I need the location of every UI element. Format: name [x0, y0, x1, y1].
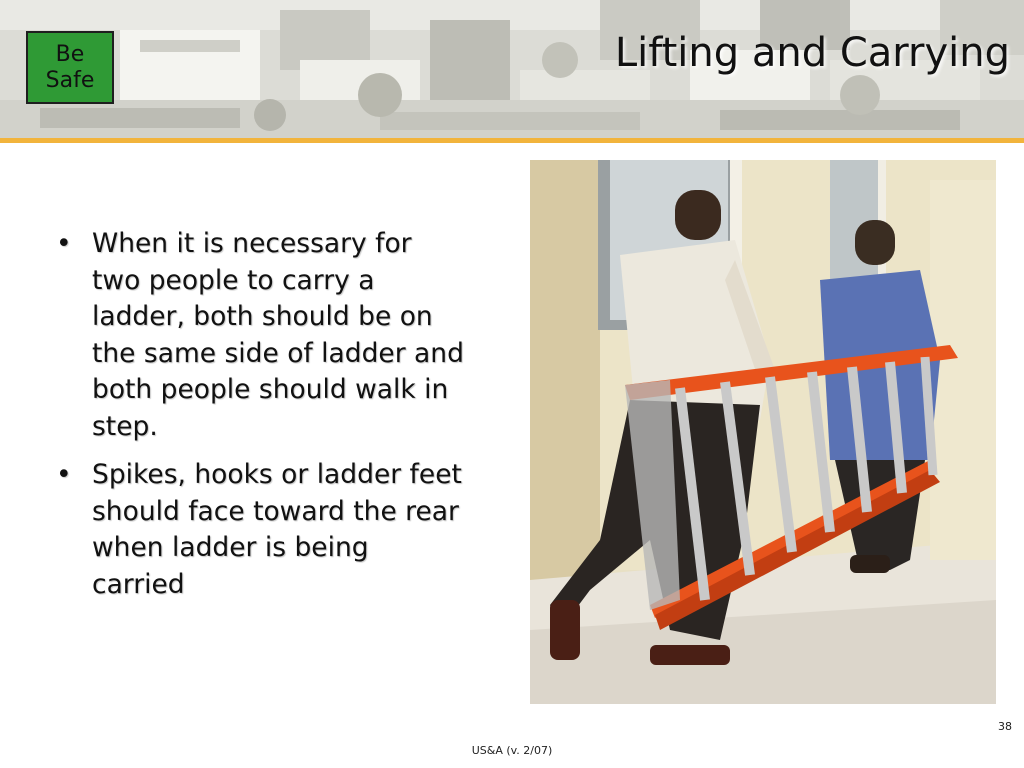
page-number: 38 [998, 720, 1012, 733]
header-rule [0, 138, 1024, 143]
ladder-carrying-photo [530, 160, 996, 704]
footer-text: US&A (v. 2/07) [471, 744, 553, 757]
photo-illustration [530, 160, 996, 704]
bullet-text: Spikes, hooks or ladder feet should face toward the rear when ladder is being carried [92, 459, 462, 600]
bullet-text: When it is necessary for two people to carry a ladder, both should be on the same side of ladder and both people should walk in step. [92, 228, 464, 442]
bullet-item [56, 457, 466, 603]
bullet-item [56, 226, 466, 445]
bullet-list [56, 226, 466, 615]
badge-line-2: Safe [45, 67, 95, 93]
bullet-marker: • [56, 459, 72, 490]
badge-line-1: Be [55, 41, 85, 67]
bullet-marker: • [56, 228, 72, 259]
slide-title: Lifting and Carrying [614, 30, 1010, 76]
be-safe-badge [26, 31, 114, 104]
